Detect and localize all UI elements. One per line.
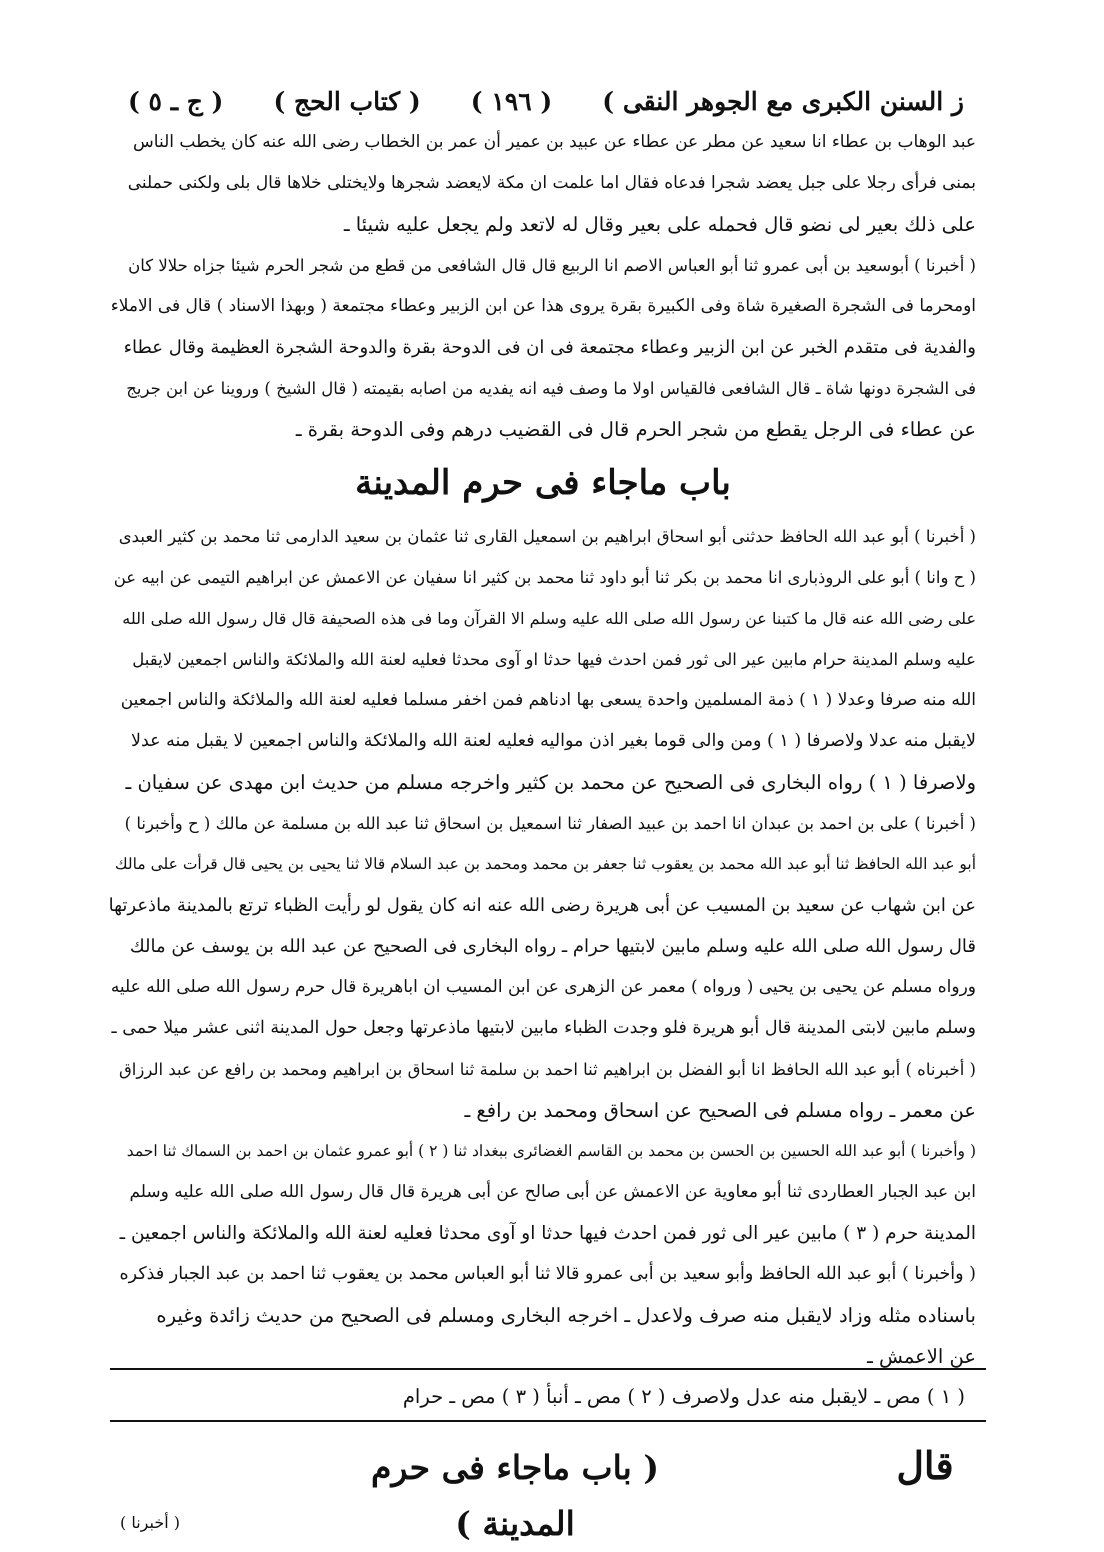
text-line: عن ابن شهاب عن سعيد بن المسيب عن أبى هريرة رضى الله عنه انه كان يقول لو رأيت الظباء ترتع بالمدينة ماذعرتها — [108, 895, 976, 916]
section-heading: باب ماجاء فى حرم المدينة — [355, 463, 731, 503]
book-title: ز السنن الكبرى مع الجوهر النقى ) — [602, 86, 964, 116]
text-line: عن معمر ـ رواه مسلم فى الصحيح عن اسحاق ومحمد بن رافع ـ — [464, 1099, 976, 1122]
text-line: اومحرما فى الشجرة الصغيرة شاة وفى الكبيرة بقرة يروى هذا عن ابن الزبير وعطاء مجتمعة ( وبهذا الاسناد ) قال فى الاملاء — [110, 296, 976, 316]
text-before-heading — [110, 122, 976, 450]
footnotes: ( ١ ) مص ـ لايقبل منه عدل ولاصرف ( ٢ ) مص ـ أنبأ ( ٣ ) مص ـ حرام — [402, 1385, 965, 1408]
text-line: ( أخبرناه ) أبو عبد الله الحافظ انا أبو الفضل بن ابراهيم ثنا احمد بن سلمة ثنا اسحاق بن ابراهيم ومحمد بن رافع عن عبد الرزاق — [119, 1060, 976, 1079]
text-line: أبو عبد الله الحافظ ثنا أبو عبد الله محمد بن يعقوب ثنا جعفر بن محمد ومحمد بن عبد السلام قالا ثنا يحيى بن يحيى قال قرأت على مالك — [114, 855, 976, 873]
text-line: ( أخبرنا ) أبوسعيد بن أبى عمرو ثنا أبو العباس الاصم انا الربيع قال قال الشافعى من قطع من شجر الحرم شيئا جزاه حلالا كان — [128, 256, 976, 275]
text-line: بمنى فرأى رجلا على جبل يعضد شجرا فدعاه فقال اما علمت ان مكة لايعضد شجرها ولايختلى خلاها قال بلى ولكنى حملنى — [127, 173, 976, 193]
catchword: ( أخبرنا ) — [120, 1513, 180, 1532]
text-line: عبد الوهاب بن عطاء انا سعيد عن مطر عن عطاء عن عبيد بن عمير أن عمر بن الخطاب رضى الله عنه كان يخطب الناس — [133, 132, 976, 152]
page-number: ( ١٩٦ ) — [470, 86, 553, 116]
footnote-rule-bottom — [110, 1420, 986, 1422]
text-line: ( وأخبرنا ) أبو عبد الله الحسين بن الحسن بن محمد بن القاسم الغضائرى ببغداد ثنا ( ٢ ) أبو عمرو عثمان بن احمد بن السماك ثنا احمد — [126, 1142, 976, 1160]
text-line: ( وأخبرنا ) أبو عبد الله الحافظ وأبو سعيد بن أبى عمرو قالا ثنا أبو العباس محمد بن يعقوب ثنا احمد بن عبد الجبار فذكره — [119, 1264, 976, 1284]
volume-number: ( ج ـ ٥ ) — [128, 86, 224, 116]
text-line: عن عطاء فى الرجل يقطع من شجر الحرم قال فى القضيب درهم وفى الدوحة بقرة ـ — [295, 418, 976, 441]
text-line: وسلم مابين لابتى المدينة قال أبو هريرة فلو وجدت الظباء مابين لابتيها ماذعرتها وجعل حول المدينة اثنى عشر ميلا حمى ـ — [111, 1018, 976, 1038]
stamp-title: ( باب ماجاء فى حرم المدينة ) — [371, 1448, 659, 1543]
text-line: ابن عبد الجبار العطاردى ثنا أبو معاوية عن الاعمش عن أبى صالح عن أبى هريرة قال قال رسول الله صلى الله عليه وسلم — [129, 1182, 976, 1202]
text-line: على رضى الله عنه قال ما كتبنا عن رسول الله صلى الله عليه وسلم الا القرآن وما فى هذه الصحيفة قال قال رسول الله صلى الله — [122, 609, 976, 628]
text-line: ولاصرفا ( ١ ) رواه البخارى فى الصحيح عن محمد بن كثير واخرجه مسلم من حديث ابن مهدى عن سفيان ـ — [125, 771, 976, 794]
text-line: ( أخبرنا ) أبو عبد الله الحافظ حدثنى أبو اسحاق ابراهيم بن اسمعيل القارى ثنا عثمان بن سعيد الدارمى ثنا محمد بن كثير العبدى — [118, 527, 976, 546]
text-line: ورواه مسلم عن يحيى بن يحيى ( ورواه ) معمر عن الزهرى عن ابن المسيب ان اباهريرة قال حرم رسول الله صلى الله عليه — [110, 977, 976, 997]
text-line: الله منه صرفا وعدلا ( ١ ) ذمة المسلمين واحدة يسعى بها ادناهم فمن اخفر مسلما فعليه لعنة الله والملائكة والناس اجمعين — [120, 690, 976, 710]
text-line: لايقبل منه عدلا ولاصرفا ( ١ ) ومن والى قوما بغير اذن مواليه فعليه لعنة الله والملائكة والناس اجمعين لا يقبل منه عدلا — [130, 731, 976, 751]
text-line: عليه وسلم المدينة حرام مابين عير الى ثور فمن احدث فيها حدثا او آوى محدثا فعليه لعنة الله والملائكة والناس اجمعين لايقبل — [132, 650, 976, 669]
text-line: فى الشجرة دونها شاة ـ قال الشافعى فالقياس اولا ما وصف فيه انه يفديه من اصابه بقيمته ( قال الشيخ ) وروينا عن ابن جريج — [126, 379, 976, 398]
text-line: عن الاعمش ـ — [867, 1345, 976, 1368]
text-line: والفدية فى متقدم الخبر عن ابن الزبير وعطاء مجتمعة فى ان فى الدوحة بقرة والدوحة الشجرة العظيمة وقال عطاء — [123, 337, 976, 358]
text-line: المدينة حرم ( ٣ ) مابين عير الى ثور فمن احدث فيها حدثا او آوى محدثا فعليه لعنة الله والملائكة والناس اجمعين ـ — [119, 1223, 976, 1244]
chapter-title: ( كتاب الحج ) — [273, 86, 421, 116]
text-line: قال رسول الله صلى الله عليه وسلم مابين لابتيها حرام ـ رواه البخارى فى الصحيح عن عبد الله بن يوسف عن مالك — [129, 936, 976, 957]
footnote-rule-top — [110, 1368, 986, 1370]
text-line: على ذلك بعير لى نضو قال فحمله على بعير وقال له لاتعد ولم يجعل عليه شيئا ـ — [343, 213, 976, 236]
text-line: ( ح وانا ) أبو على الروذبارى انا محمد بن بكر ثنا أبو داود ثنا محمد بن كثير انا سفيان عن الاعمش عن ابراهيم التيمى عن ابيه عن — [113, 568, 976, 587]
text-line: باسناده مثله وزاد لايقبل منه صرف ولاعدل ـ اخرجه البخارى ومسلم فى الصحيح من حديث زائدة وغيره — [156, 1304, 976, 1327]
stamp-word: قال — [896, 1443, 954, 1488]
text-line: ( أخبرنا ) على بن احمد بن عبدان انا احمد بن عبيد الصفار ثنا اسمعيل بن اسحاق ثنا عبد الله بن مسلمة عن مالك ( ح وأخبرنا ) — [124, 814, 976, 833]
main-text — [110, 122, 976, 1377]
running-header — [128, 78, 964, 124]
text-after-heading — [110, 516, 976, 1377]
